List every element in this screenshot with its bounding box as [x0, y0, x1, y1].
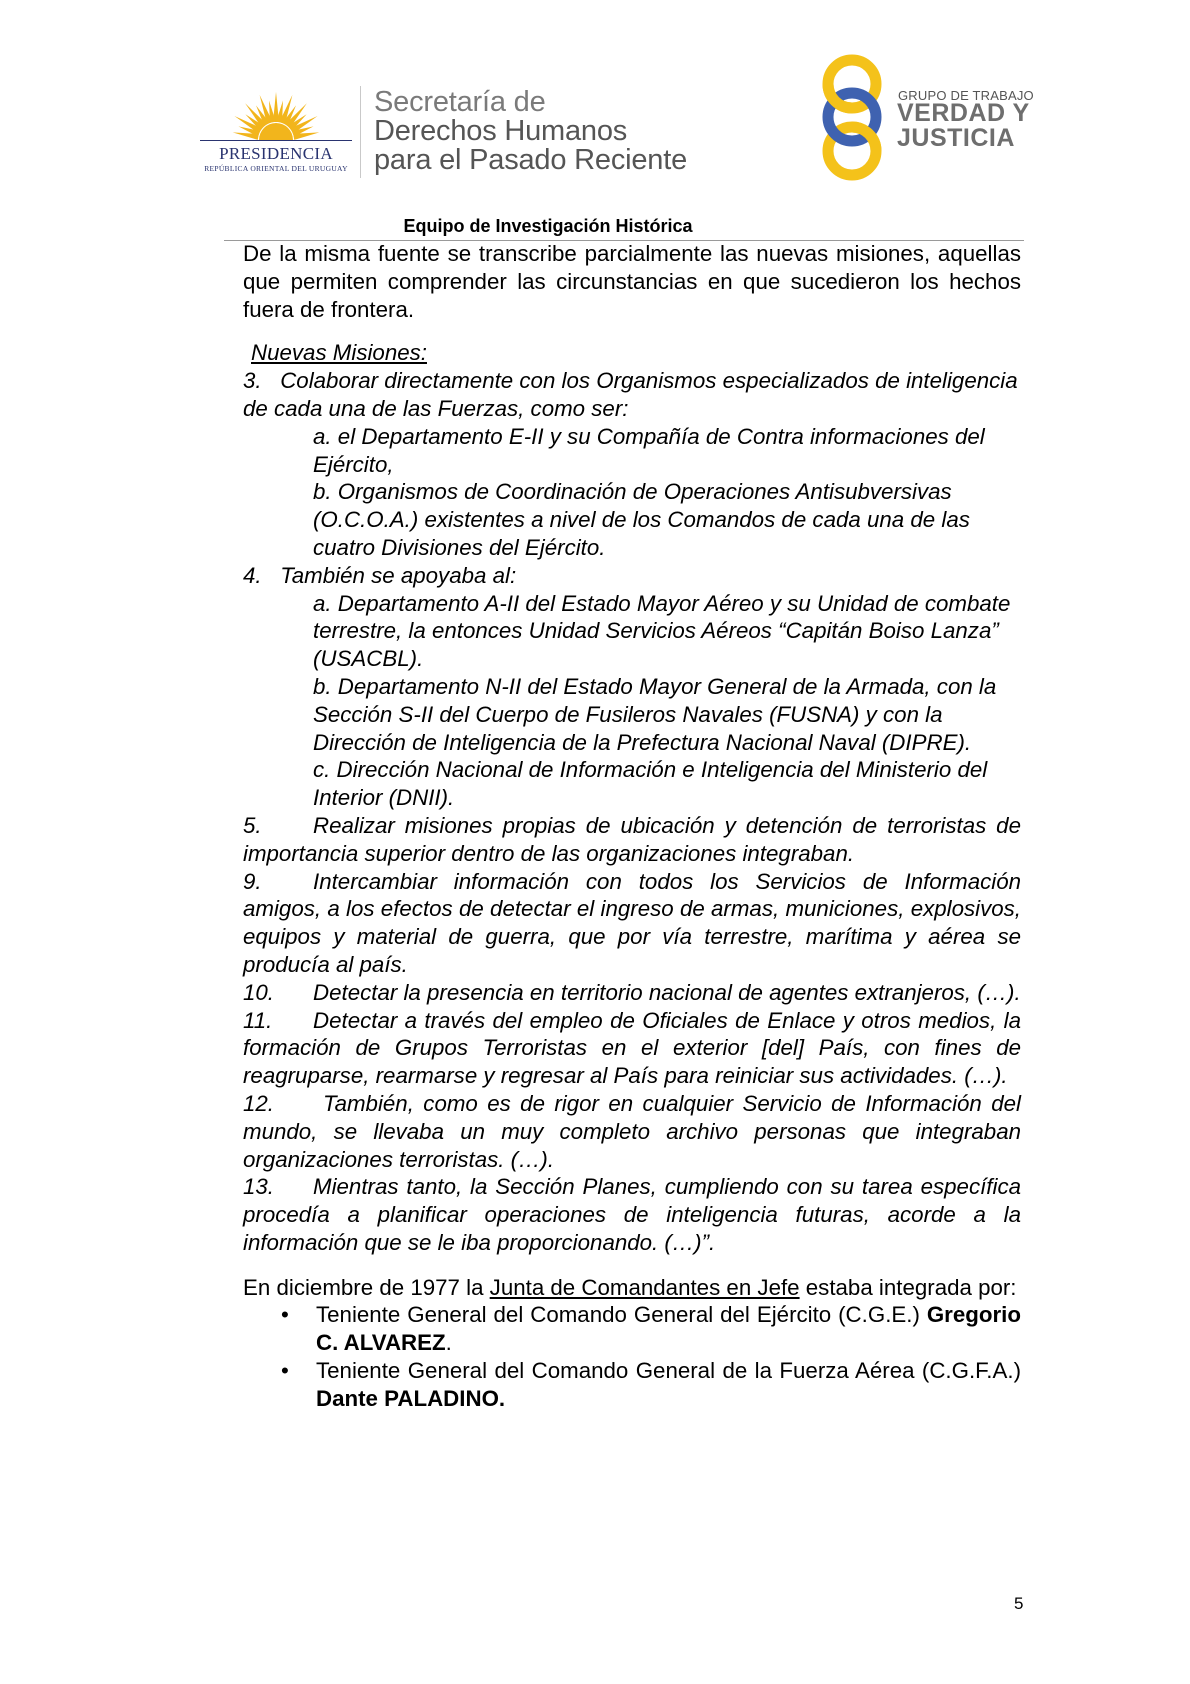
verdad-line: VERDAD Y — [897, 99, 1030, 127]
team-title-text: Equipo de Investigación Histórica — [403, 216, 693, 236]
mission-item-3 — [243, 367, 1021, 423]
justicia-line: JUSTICIA — [897, 124, 1015, 152]
mission-item-11 — [243, 1007, 1021, 1090]
item-text: Detectar a través del empleo de Oficiales de Enlace y otros medios, la formación de Grupos Terroristas en el exterior [del] País, con fines de reagruparse, rearmarse y regresar al País para reiniciar sus actividades. (…). — [243, 1007, 1021, 1089]
closing-text-end: estaba integrada por: — [799, 1274, 1017, 1300]
mission-item-4b: b. Departamento N-II del Estado Mayor General de la Armada, con la Sección S-II del Cuerpo de Fusileros Navales (FUSNA) y con la Dirección de Inteligencia de la Prefectura Nacional Naval (DIPRE). — [313, 673, 997, 755]
presidencia-subtitle: REPÚBLICA ORIENTAL DEL URUGUAY — [204, 164, 348, 173]
mission-item-4c: c. Dirección Nacional de Información e Inteligencia del Ministerio del Interior (DNII). — [313, 757, 988, 811]
mission-item-3a: a. el Departamento E-II y su Compañía de Contra informaciones del Ejército, — [313, 423, 985, 477]
mission-item-10 — [243, 979, 1021, 1007]
intro-paragraph: De la misma fuente se transcribe parcialmente las nuevas misiones, aquellas que permiten comprender las circunstancias en que sucedieron los hechos fuera de frontera. — [243, 241, 1021, 322]
team-title — [0, 216, 1096, 237]
mission-item-13 — [243, 1173, 1021, 1256]
mission-item-5 — [243, 812, 1021, 868]
section-heading — [243, 339, 1021, 367]
verdad-justicia-wordmark — [897, 101, 1030, 151]
mission-item-12 — [243, 1090, 1021, 1173]
secretaria-line-3: para el Pasado Reciente — [374, 144, 687, 176]
page-header — [0, 0, 1190, 236]
mission-item-3b: b. Organismos de Coordinación de Operaciones Antisubversivas (O.C.O.A.) existentes a nivel de los Comandos de cada una de las cuatro Divisiones del Ejército. — [313, 479, 970, 560]
item-text: Intercambiar información con todos los Servicios de Información amigos, a los efectos de detectar el ingreso de armas, municiones, explosivos, equipos y material de guerra, que por vía terrestre, marítima y aérea se producía al país. — [243, 868, 1021, 977]
bullet-icon: • — [281, 1358, 289, 1384]
item-text: Colaborar directamente con los Organismos especializados de inteligencia de cada una de las Fuerzas, como ser: — [243, 368, 1018, 421]
bullet-tail: . — [445, 1330, 452, 1356]
item-number: 3. — [243, 368, 262, 394]
closing-paragraph — [243, 1274, 1021, 1302]
bullet-name: Gregorio C. ALVAREZ — [316, 1302, 1021, 1356]
item-number: 12. — [243, 1090, 274, 1116]
item-number: 10. — [243, 979, 274, 1005]
bullet-text: Teniente General del Comando General de la Fuerza Aérea (C.G.F.A.) — [316, 1358, 1021, 1384]
bullet-text: Teniente General del Comando General del Ejército (C.G.E.) — [316, 1302, 927, 1328]
junta-reference: Junta de Comandantes en Jefe — [489, 1274, 800, 1300]
item-number: 9. — [243, 868, 262, 894]
bullet-item-alvarez — [243, 1301, 1021, 1357]
bullet-name: Dante PALADINO. — [316, 1385, 506, 1411]
presidencia-title: PRESIDENCIA — [219, 144, 333, 163]
secretaria-line-2: Derechos Humanos — [374, 115, 628, 147]
item-text: Mientras tanto, la Sección Planes, cumpliendo con su tarea específica procedía a planificar operaciones de inteligencia futuras, acorde a la información que se le iba proporcionando. (…)”. — [243, 1174, 1021, 1255]
item-text: También se apoyaba al: — [280, 562, 517, 588]
grupo-trabajo-label: GRUPO DE TRABAJO — [898, 88, 1034, 103]
closing-text-start: En diciembre de 1977 la — [243, 1274, 490, 1300]
document-body — [243, 240, 1021, 1413]
page-number: 5 — [1014, 1594, 1024, 1613]
item-text: Detectar la presencia en territorio nacional de agentes extranjeros, (…). — [313, 979, 1021, 1005]
header-divider — [360, 86, 361, 178]
item-number: 4. — [243, 562, 262, 588]
mission-item-9 — [243, 868, 1021, 979]
secretaria-line-1: Secretaría de — [374, 86, 546, 118]
item-number: 5. — [243, 812, 262, 838]
mission-item-4 — [243, 562, 1021, 590]
item-number: 13. — [243, 1174, 274, 1200]
bullet-icon: • — [281, 1302, 289, 1328]
section-heading-text: Nuevas Misiones: — [251, 340, 427, 366]
item-text: Realizar misiones propias de ubicación y detención de terroristas de importancia superior dentro de las organizaciones integraban. — [243, 812, 1021, 866]
mission-item-4a: a. Departamento A-II del Estado Mayor Aéreo y su Unidad de combate terrestre, la entonces Unidad Servicios Aéreos “Capitán Boiso Lanza” (USACBL). — [313, 590, 1011, 672]
item-number: 11. — [243, 1007, 273, 1033]
secretaria-title — [374, 88, 687, 175]
item-text: También, como es de rigor en cualquier Servicio de Información del mundo, se llevaba un muy completo archivo personas que integraban organizaciones terroristas. (…). — [243, 1090, 1021, 1172]
presidencia-rule — [200, 140, 352, 141]
bullet-item-paladino — [243, 1357, 1021, 1413]
